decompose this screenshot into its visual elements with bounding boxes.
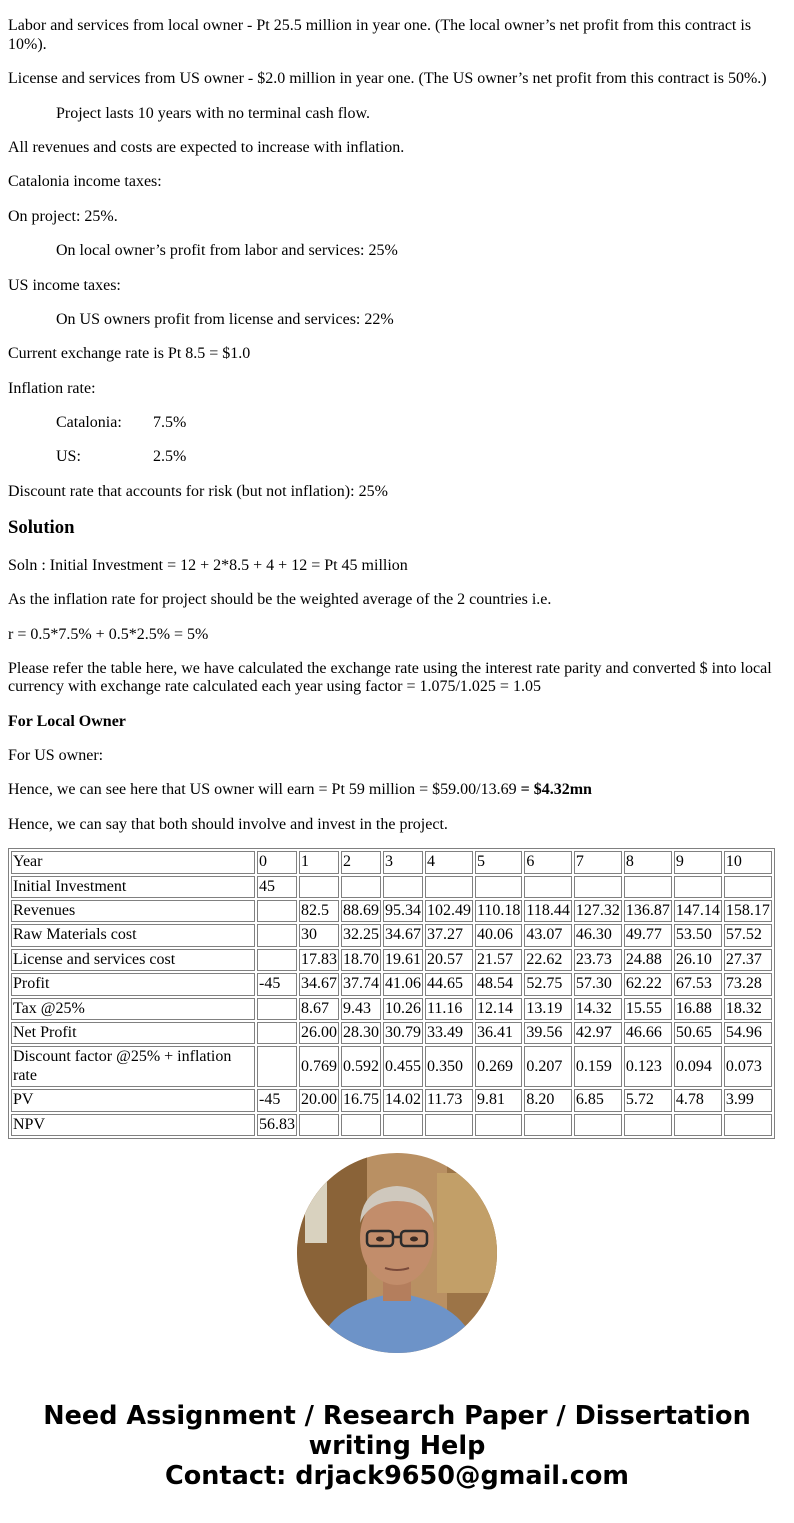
table-cell: 45 — [257, 876, 297, 898]
table-cell: 118.44 — [524, 900, 571, 922]
table-cell: 26.00 — [299, 1022, 339, 1044]
table-row-label: Raw Materials cost — [11, 924, 255, 946]
table-cell: 39.56 — [524, 1022, 571, 1044]
problem-labor: Labor and services from local owner - Pt 25.5 million in year one. (The local owner’s net profit from this contract is 10%). — [8, 17, 752, 53]
table-cell — [724, 1114, 772, 1136]
table-cell: 49.77 — [624, 924, 672, 946]
table-cell — [524, 876, 571, 898]
table-row-label: NPV — [11, 1114, 255, 1136]
banner-line-3: Contact: drjack9650@gmail.com — [165, 1461, 629, 1491]
table-cell: 13.19 — [524, 998, 571, 1020]
table-cell: 5.72 — [624, 1089, 672, 1111]
us-earn — [8, 781, 786, 799]
table-cell — [257, 924, 297, 946]
table-cell: 21.57 — [475, 949, 522, 971]
table-row-label: Year — [11, 851, 255, 873]
table-cell: 9.43 — [341, 998, 381, 1020]
table-cell: 57.30 — [574, 973, 622, 995]
financial-table — [8, 848, 775, 1139]
table-note: Please refer the table here, we have calculated the exchange rate using the interest rate parity and converted $ into local currency with exchange rate calculated each year using factor = 1.075/1.025 = 1.05 — [8, 659, 772, 696]
table-cell: 0.592 — [341, 1046, 381, 1087]
local-owner-heading-text: For Local Owner — [8, 712, 126, 730]
table-row-label: License and services cost — [11, 949, 255, 971]
table-cell: 0.350 — [425, 1046, 473, 1087]
table-cell: 43.07 — [524, 924, 571, 946]
table-row — [11, 1114, 772, 1136]
table-cell: 127.32 — [574, 900, 622, 922]
table-cell: 11.73 — [425, 1089, 473, 1111]
table-row — [11, 1089, 772, 1111]
problem-license: License and services from US owner - $2.0 million in year one. (The US owner’s net profit from this contract is 50%.) — [8, 70, 767, 88]
table-cell — [724, 876, 772, 898]
table-cell: 14.02 — [383, 1089, 423, 1111]
table-row — [11, 876, 772, 898]
table-cell: 0.073 — [724, 1046, 772, 1087]
initial-investment: Soln : Initial Investment = 12 + 2*8.5 + 4 + 12 = Pt 45 million — [8, 556, 408, 574]
inflation-us-label: US: — [56, 448, 81, 466]
table-cell: 14.32 — [574, 998, 622, 1020]
table-cell: 40.06 — [475, 924, 522, 946]
table-cell — [257, 1046, 297, 1087]
table-cell: 88.69 — [341, 900, 381, 922]
table-cell: 22.62 — [524, 949, 571, 971]
table-cell: 62.22 — [624, 973, 672, 995]
avatar-image — [297, 1153, 497, 1353]
table-cell: 37.74 — [341, 973, 381, 995]
table-cell: 110.18 — [475, 900, 522, 922]
table-row-label: Initial Investment — [11, 876, 255, 898]
table-cell: 30.79 — [383, 1022, 423, 1044]
table-row — [11, 1022, 772, 1044]
table-cell: 24.88 — [624, 949, 672, 971]
table-cell: 136.87 — [624, 900, 672, 922]
table-cell — [341, 876, 381, 898]
banner-line-2: writing Help — [308, 1431, 486, 1461]
table-cell: 23.73 — [574, 949, 622, 971]
table-row-label: Profit — [11, 973, 255, 995]
table-row — [11, 949, 772, 971]
table-cell: 53.50 — [674, 924, 722, 946]
table-cell: 0.159 — [574, 1046, 622, 1087]
inflation-heading: Inflation rate: — [8, 379, 96, 397]
table-cell — [574, 1114, 622, 1136]
table-cell: 57.52 — [724, 924, 772, 946]
table-cell: 0.094 — [674, 1046, 722, 1087]
us-owner-heading: For US owner: — [8, 747, 104, 765]
table-cell — [257, 1022, 297, 1044]
table-cell: 1 — [299, 851, 339, 873]
inflation-catalonia — [8, 414, 786, 432]
inflation-catalonia-value: 7.5% — [153, 414, 187, 432]
table-row-label: Tax @25% — [11, 998, 255, 1020]
us-tax-heading: US income taxes: — [8, 276, 121, 294]
table-cell: 0.455 — [383, 1046, 423, 1087]
table-cell: 30 — [299, 924, 339, 946]
table-cell: -45 — [257, 1089, 297, 1111]
problem-duration: Project lasts 10 years with no terminal cash flow. — [56, 104, 370, 122]
table-row-label: Net Profit — [11, 1022, 255, 1044]
problem-revenue-inflation: All revenues and costs are expected to increase with inflation. — [8, 138, 405, 156]
table-cell: 2 — [341, 851, 381, 873]
catalonia-tax-heading: Catalonia income taxes: — [8, 173, 162, 191]
table-cell: 8 — [624, 851, 672, 873]
table-cell: 73.28 — [724, 973, 772, 995]
table-cell: 9 — [674, 851, 722, 873]
inflation-note: As the inflation rate for project should be the weighted average of the 2 countries i.e. — [8, 591, 552, 609]
table-cell: 46.66 — [624, 1022, 672, 1044]
table-cell: 18.70 — [341, 949, 381, 971]
table-row — [11, 1046, 772, 1087]
table-cell: 0.269 — [475, 1046, 522, 1087]
problem-raw-materials — [8, 0, 786, 1]
table-cell: 0 — [257, 851, 297, 873]
table-cell: 16.88 — [674, 998, 722, 1020]
table-cell — [425, 1114, 473, 1136]
inflation-us-value: 2.5% — [153, 448, 187, 466]
table-cell: 102.49 — [425, 900, 473, 922]
table-cell: 42.97 — [574, 1022, 622, 1044]
catalonia-tax-local: On local owner’s profit from labor and services: 25% — [56, 242, 398, 260]
table-cell: 41.06 — [383, 973, 423, 995]
table-cell: 56.83 — [257, 1114, 297, 1136]
table-cell: 20.00 — [299, 1089, 339, 1111]
table-cell: -45 — [257, 973, 297, 995]
table-cell: 3.99 — [724, 1089, 772, 1111]
table-row — [11, 924, 772, 946]
table-cell: 48.54 — [475, 973, 522, 995]
table-cell: 34.67 — [299, 973, 339, 995]
table-cell: 11.16 — [425, 998, 473, 1020]
exchange-rate: Current exchange rate is Pt 8.5 = $1.0 — [8, 345, 251, 363]
table-cell — [475, 1114, 522, 1136]
table-cell — [624, 1114, 672, 1136]
table-cell — [383, 1114, 423, 1136]
table-cell: 0.207 — [524, 1046, 571, 1087]
table-cell: 8.20 — [524, 1089, 571, 1111]
table-cell — [624, 876, 672, 898]
table-cell: 3 — [383, 851, 423, 873]
table-cell — [341, 1114, 381, 1136]
table-cell: 6.85 — [574, 1089, 622, 1111]
table-cell — [475, 876, 522, 898]
table-cell: 54.96 — [724, 1022, 772, 1044]
table-cell: 4.78 — [674, 1089, 722, 1111]
inflation-catalonia-label: Catalonia: — [56, 414, 122, 432]
table-cell: 12.14 — [475, 998, 522, 1020]
table-row — [11, 973, 772, 995]
table-cell: 67.53 — [674, 973, 722, 995]
table-cell: 158.17 — [724, 900, 772, 922]
table-cell: 10 — [724, 851, 772, 873]
table-cell: 28.30 — [341, 1022, 381, 1044]
table-cell: 9.81 — [475, 1089, 522, 1111]
conclusion: Hence, we can say that both should involve and invest in the project. — [8, 815, 448, 833]
document-body — [8, 0, 786, 1139]
table-row-label: Revenues — [11, 900, 255, 922]
table-row-label: Discount factor @25% + inflation rate — [11, 1046, 255, 1087]
table-cell: 44.65 — [425, 973, 473, 995]
table-cell: 4 — [425, 851, 473, 873]
table-cell: 6 — [524, 851, 571, 873]
table-cell: 95.34 — [383, 900, 423, 922]
table-cell: 15.55 — [624, 998, 672, 1020]
table-cell: 26.10 — [674, 949, 722, 971]
table-cell — [425, 876, 473, 898]
table-cell: 33.49 — [425, 1022, 473, 1044]
table-cell — [574, 876, 622, 898]
r-formula: r = 0.5*7.5% + 0.5*2.5% = 5% — [8, 625, 209, 643]
promo-banner — [0, 1401, 794, 1491]
table-cell: 17.83 — [299, 949, 339, 971]
table-cell: 36.41 — [475, 1022, 522, 1044]
table-cell — [674, 1114, 722, 1136]
table-cell — [257, 900, 297, 922]
table-cell — [524, 1114, 571, 1136]
table-cell: 27.37 — [724, 949, 772, 971]
table-cell: 5 — [475, 851, 522, 873]
inflation-us — [8, 448, 786, 466]
table-row-label: PV — [11, 1089, 255, 1111]
discount-rate: Discount rate that accounts for risk (but not inflation): 25% — [8, 482, 388, 500]
table-cell: 0.769 — [299, 1046, 339, 1087]
table-cell: 10.26 — [383, 998, 423, 1020]
us-earn-text: Hence, we can see here that US owner will earn = Pt 59 million = $59.00/13.69 — [8, 781, 521, 799]
table-cell: 20.57 — [425, 949, 473, 971]
us-earn-bold: = $4.32mn — [520, 781, 592, 799]
local-owner-heading — [8, 713, 786, 731]
table-cell: 46.30 — [574, 924, 622, 946]
table-cell — [674, 876, 722, 898]
avatar — [297, 1153, 497, 1353]
table-cell: 19.61 — [383, 949, 423, 971]
table-cell — [257, 998, 297, 1020]
table-cell: 147.14 — [674, 900, 722, 922]
us-tax-owner: On US owners profit from license and services: 22% — [56, 310, 394, 328]
table-cell — [383, 876, 423, 898]
banner-line-1: Need Assignment / Research Paper / Dissertation — [43, 1401, 751, 1431]
table-cell: 0.123 — [624, 1046, 672, 1087]
table-cell: 52.75 — [524, 973, 571, 995]
table-row — [11, 900, 772, 922]
table-cell: 34.67 — [383, 924, 423, 946]
table-cell: 16.75 — [341, 1089, 381, 1111]
table-cell: 18.32 — [724, 998, 772, 1020]
table-cell: 8.67 — [299, 998, 339, 1020]
table-row — [11, 851, 772, 873]
table-cell: 32.25 — [341, 924, 381, 946]
table-cell — [299, 876, 339, 898]
catalonia-tax-project: On project: 25%. — [8, 207, 118, 225]
table-cell: 7 — [574, 851, 622, 873]
table-row — [11, 998, 772, 1020]
solution-heading: Solution — [8, 517, 75, 539]
table-cell: 37.27 — [425, 924, 473, 946]
table-cell: 50.65 — [674, 1022, 722, 1044]
table-cell: 82.5 — [299, 900, 339, 922]
table-cell — [257, 949, 297, 971]
table-cell — [299, 1114, 339, 1136]
